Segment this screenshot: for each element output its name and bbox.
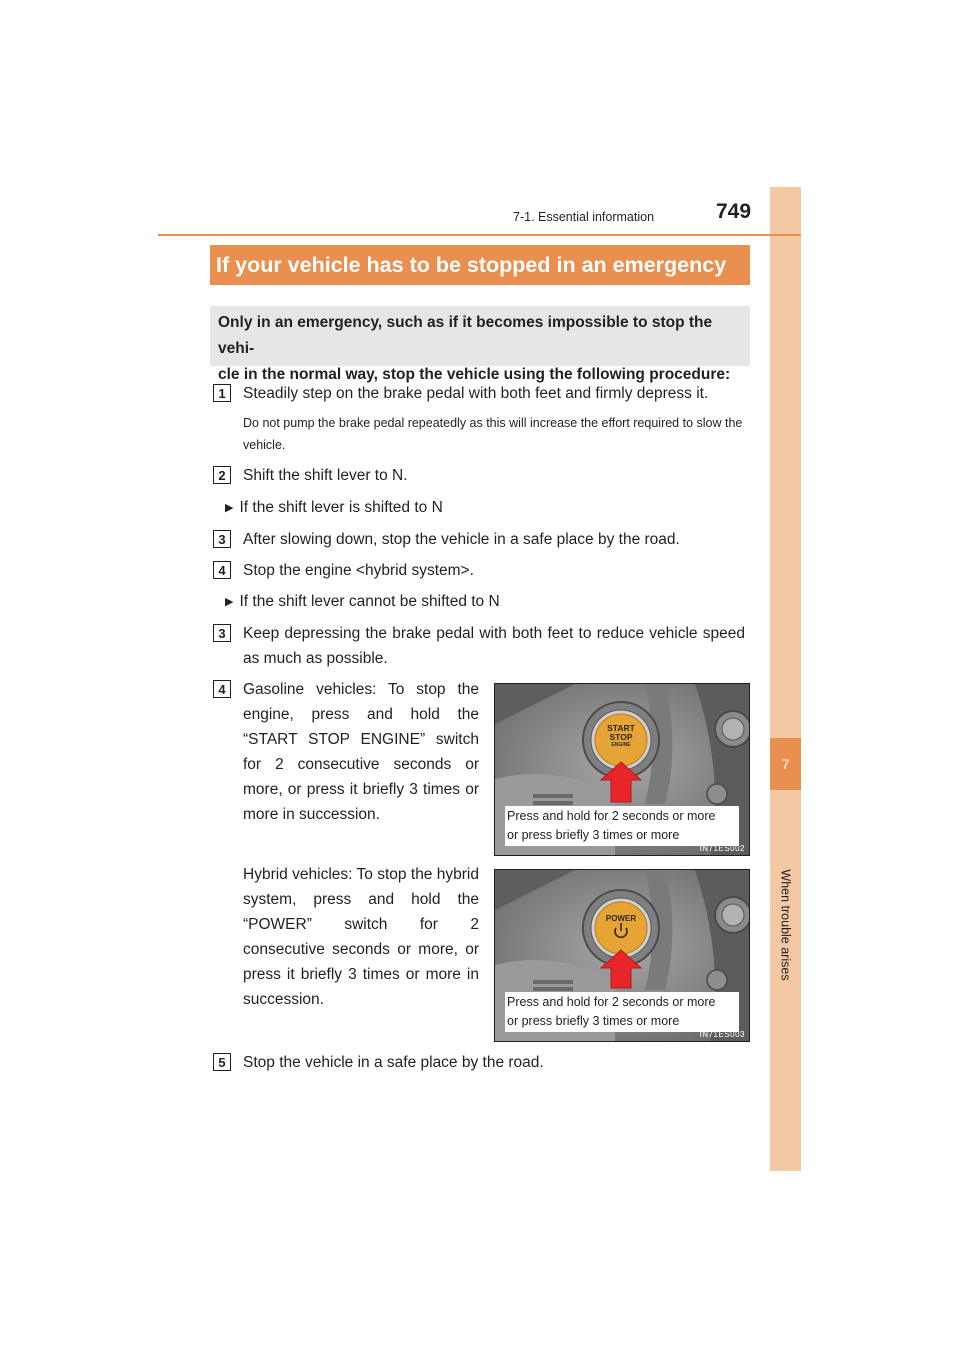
- section-heading: 7-1. Essential information: [513, 210, 655, 224]
- start-stop-button-label: [596, 724, 646, 748]
- figure-1-caption: [505, 806, 739, 846]
- page-number: 749: [716, 200, 752, 223]
- step-number-5: 5: [213, 1053, 231, 1071]
- branch-1-label: If the shift lever is shifted to N: [239, 499, 443, 516]
- step-4b-gasoline-text: Gasoline vehicles: To stop the engine, press and hold the “START STOP ENGINE” switch for 2 consecutive seconds or more, or press it briefly 3 times or more in succession.: [243, 681, 479, 823]
- branch-2-label: If the shift lever cannot be shifted to N: [239, 593, 500, 610]
- step-3a-text: After slowing down, stop the vehicle in a safe place by the road.: [243, 531, 680, 548]
- intro-line-2: cle in the normal way, stop the vehicle using the following procedure:: [218, 366, 731, 383]
- power-switch-figure: [494, 869, 750, 1042]
- button-line-2: STOP: [609, 732, 633, 742]
- button-line-1: START: [607, 723, 635, 733]
- triangle-bullet-icon: ▶: [225, 502, 234, 514]
- figure-2-caption: [505, 992, 739, 1032]
- chapter-side-tab: [770, 187, 801, 1171]
- start-stop-engine-figure: [494, 683, 750, 856]
- step-3b-text: Keep depressing the brake pedal with both feet to reduce vehicle speed as much as possible.: [243, 625, 745, 667]
- step-1-text: Steadily step on the brake pedal with both feet and firmly depress it.: [243, 385, 709, 402]
- chapter-title-vertical: [772, 870, 800, 980]
- chapter-number-tab: [770, 738, 801, 790]
- intro-box: [210, 306, 750, 383]
- figure-1-caption-line-2: or press briefly 3 times or more: [507, 828, 680, 842]
- figure-2-code: IN71ES003: [699, 1030, 745, 1039]
- branch-shifted-to-n: [225, 495, 745, 522]
- step-4a-text: Stop the engine <hybrid system>.: [243, 562, 474, 579]
- figure-1-code: IN71ES002: [699, 844, 745, 853]
- chapter-title: When trouble arises: [779, 869, 794, 981]
- step-number-2: 2: [213, 466, 231, 484]
- figure-2-caption-line-1: Press and hold for 2 seconds or more: [507, 995, 716, 1009]
- step-number-3b: 3: [213, 624, 231, 642]
- step-4b-hybrid-text: Hybrid vehicles: To stop the hybrid system, press and hold the “POWER” switch for 2 consecutive seconds or more, or press it briefly 3 times or more in succession.: [243, 866, 479, 1008]
- page-title: If your vehicle has to be stopped in an emergency: [210, 245, 750, 285]
- step-number-4a: 4: [213, 561, 231, 579]
- step-1-note: Do not pump the brake pedal repeatedly as this will increase the effort required to slow the vehicle.: [243, 416, 743, 452]
- figure-2-caption-line-2: or press briefly 3 times or more: [507, 1014, 680, 1028]
- step-number-4b: 4: [213, 680, 231, 698]
- step-number-3a: 3: [213, 530, 231, 548]
- button-line-3: ENGINE: [611, 742, 631, 748]
- step-5-text: Stop the vehicle in a safe place by the road.: [243, 1054, 544, 1071]
- power-button-label: POWER: [605, 914, 637, 923]
- triangle-bullet-icon: ▶: [225, 596, 234, 608]
- header-divider: [158, 234, 801, 236]
- intro-line-1: Only in an emergency, such as if it becomes impossible to stop the vehi-: [218, 314, 713, 357]
- branch-cannot-shift: [225, 589, 745, 616]
- chapter-number: 7: [781, 756, 790, 772]
- step-number-1: 1: [213, 384, 231, 402]
- step-2-text: Shift the shift lever to N.: [243, 467, 408, 484]
- figure-1-caption-line-1: Press and hold for 2 seconds or more: [507, 809, 716, 823]
